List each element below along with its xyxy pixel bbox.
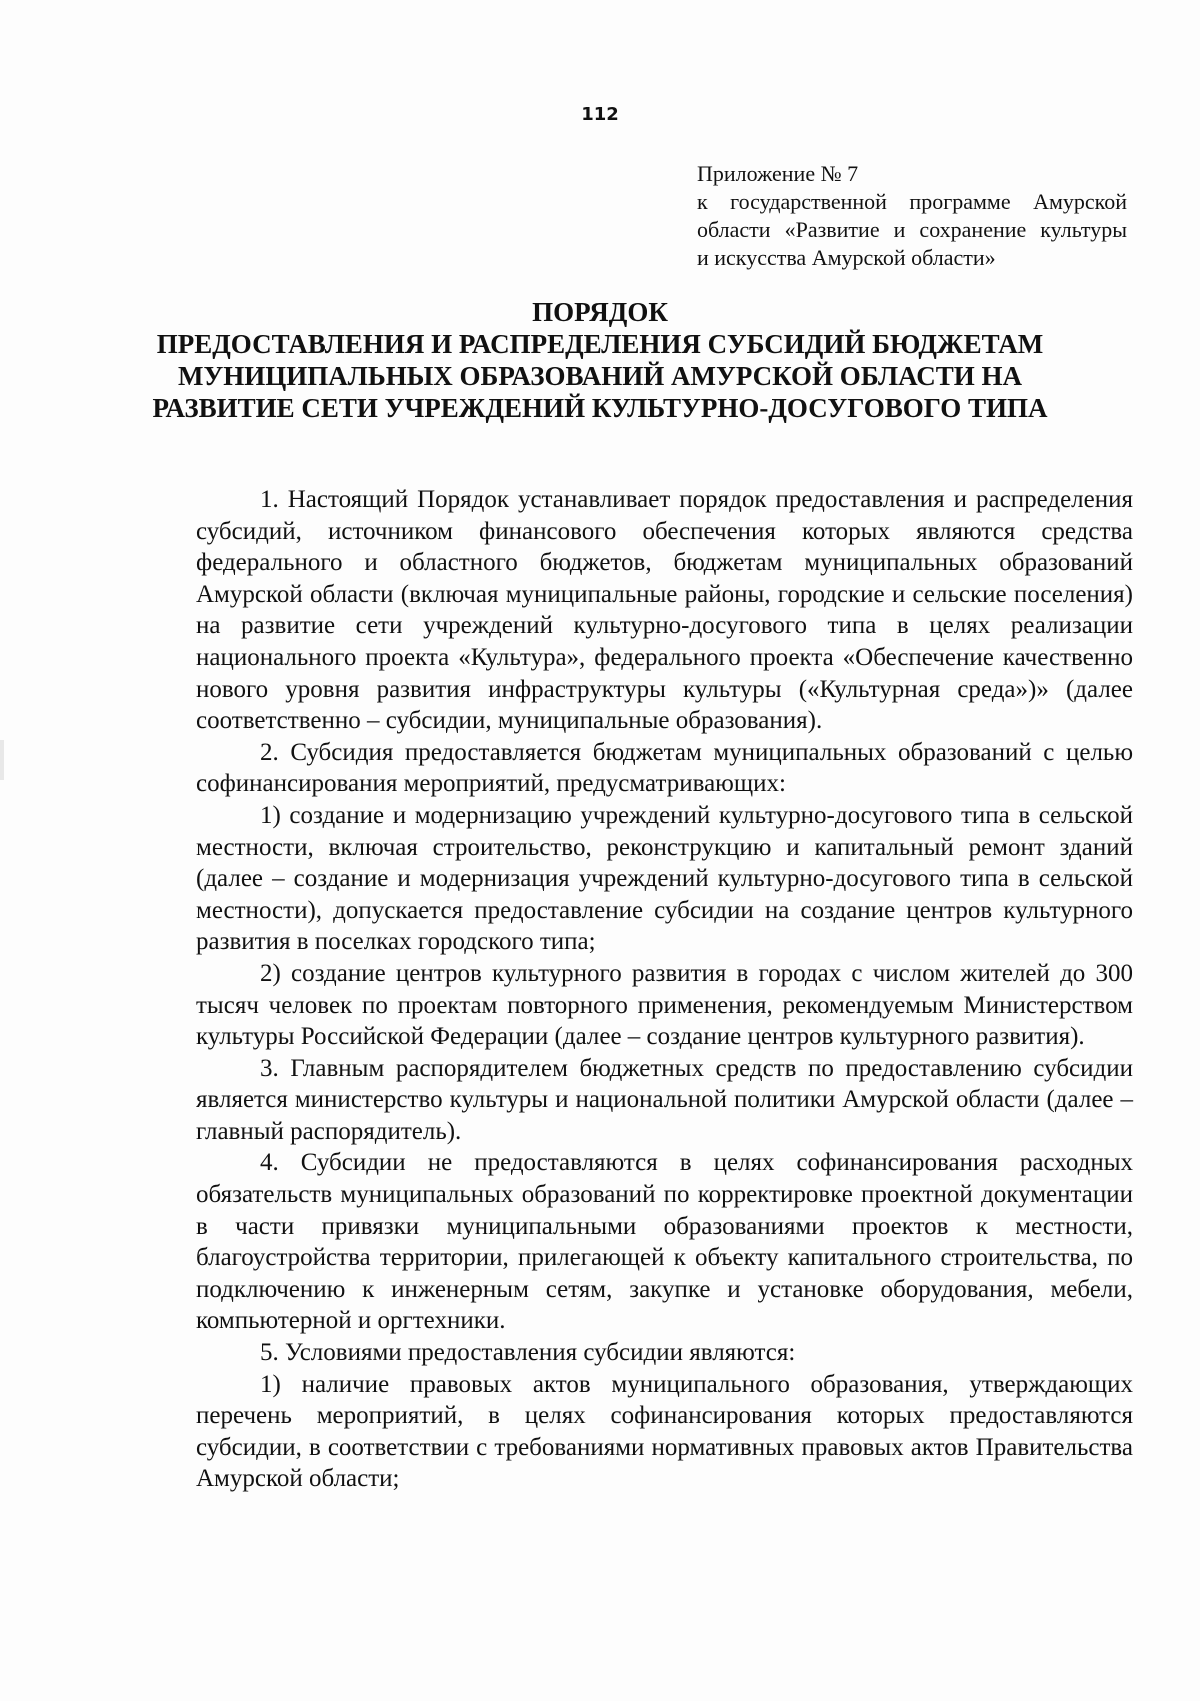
paragraph-2: 2. Субсидия предоставляется бюджетам муниципальных образований с целью софинансирования мероприятий, предусматривающих: <box>196 738 1133 798</box>
title-line: РАЗВИТИЕ СЕТИ УЧРЕЖДЕНИЙ КУЛЬТУРНО-ДОСУГОВОГО ТИПА <box>152 393 1048 423</box>
title-line: ПОРЯДОК <box>532 297 668 327</box>
appendix-line: и искусства Амурской области» <box>697 245 996 270</box>
paragraph-2-item-2: 2) создание центров культурного развития в городах с числом жителей до 300 тысяч человек по проектам повторного применения, рекомендуемым Министерством культуры Российской Федерации (далее – создание центров культурного развития). <box>196 959 1133 1051</box>
paragraph-4: 4. Субсидии не предоставляются в целях софинансирования расходных обязательств муниципальных образований по корректировке проектной документации в части привязки муниципальными образованиями проектов к местности, благоустройства территории, прилегающей к объекту капитального строительства, по подключению к инженерным сетям, закупке и установке оборудования, мебели, компьютерной и оргтехники. <box>196 1149 1133 1335</box>
document-title <box>150 296 1050 424</box>
appendix-line: области «Развитие и сохранение культуры <box>697 217 1127 242</box>
appendix-line: к государственной программе Амурской <box>697 189 1127 214</box>
paragraph-5: 5. Условиями предоставления субсидии являются: <box>260 1339 796 1367</box>
document-body <box>196 484 1133 1495</box>
title-line: МУНИЦИПАЛЬНЫХ ОБРАЗОВАНИЙ АМУРСКОЙ ОБЛАСТИ НА <box>177 361 1023 391</box>
appendix-note <box>697 160 1127 272</box>
scan-edge-mark <box>0 740 4 780</box>
paragraph-1: 1. Настоящий Порядок устанавливает порядок предоставления и распределения субсидий, источником финансового обеспечения которых являются средства федерального и областного бюджетов, бюджетам муниципальных образований Амурской области (включая муниципальные районы, городские и сельские поселения) на развитие сети учреждений культурно-досугового типа в целях реализации национального проекта «Культура», федерального проекта «Обеспечение качественно нового уровня развития инфраструктуры культуры («Культурная среда»)» (далее соответственно – субсидии, муниципальные образования). <box>196 486 1133 735</box>
paragraph-5-item-1: 1) наличие правовых актов муниципального образования, утверждающих перечень мероприятий, в целях софинансирования которых предоставляются субсидии, в соответствии с требованиями нормативных правовых актов Правительства Амурской области; <box>196 1370 1133 1493</box>
page-number: 112 <box>581 104 619 125</box>
appendix-line: Приложение № 7 <box>697 161 859 186</box>
title-line: ПРЕДОСТАВЛЕНИЯ И РАСПРЕДЕЛЕНИЯ СУБСИДИЙ БЮДЖЕТАМ <box>156 329 1044 359</box>
paragraph-3: 3. Главным распорядителем бюджетных средств по предоставлению субсидии является министерство культуры и национальной политики Амурской области (далее – главный распорядитель). <box>196 1054 1133 1145</box>
paragraph-2-item-1: 1) создание и модернизацию учреждений культурно-досугового типа в сельской местности, включая строительство, реконструкцию и капитальный ремонт зданий (далее – создание и модернизация учреждений культурно-досугового типа в сельской местности), допускается предоставление субсидии на создание центров культурного развития в поселках городского типа; <box>196 801 1133 956</box>
